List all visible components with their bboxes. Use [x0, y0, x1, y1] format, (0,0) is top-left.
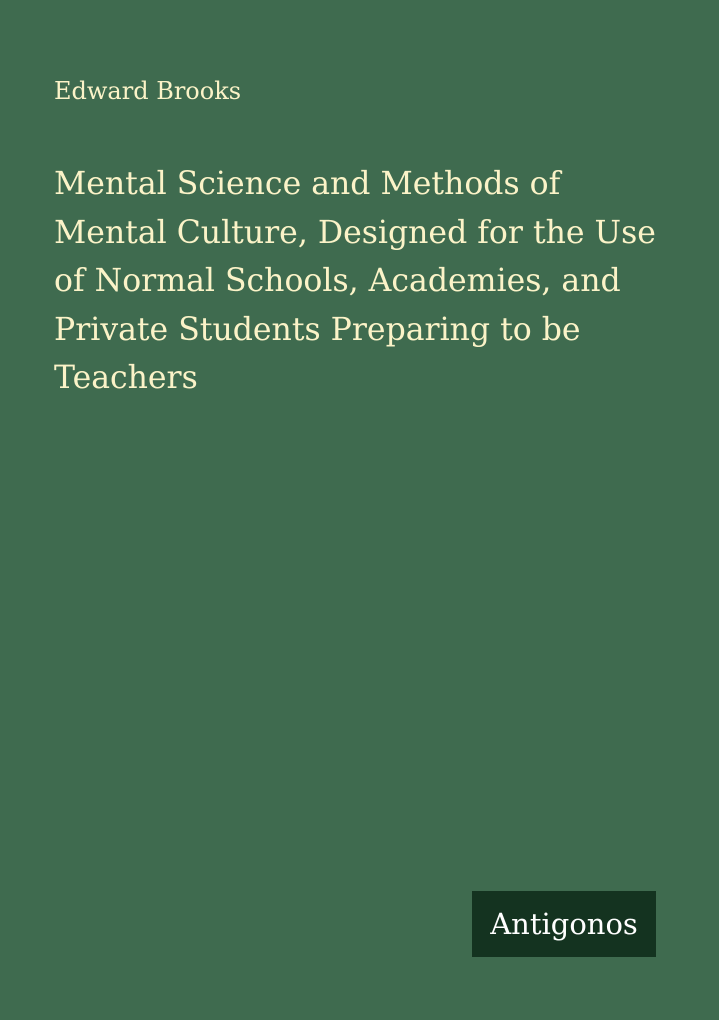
- title-line: of Normal Schools, Academies, and: [54, 263, 621, 299]
- title-line: Mental Culture, Designed for the Use: [54, 214, 656, 251]
- title-line: Mental Science and Methods of: [54, 166, 561, 202]
- publisher-name: Antigonos: [490, 907, 638, 941]
- title-line: Private Students Preparing to be: [54, 311, 581, 348]
- author-name: Edward Brooks: [54, 77, 242, 105]
- publisher-badge: [472, 891, 656, 957]
- title-line: Teachers: [54, 360, 198, 396]
- book-title: [54, 160, 674, 403]
